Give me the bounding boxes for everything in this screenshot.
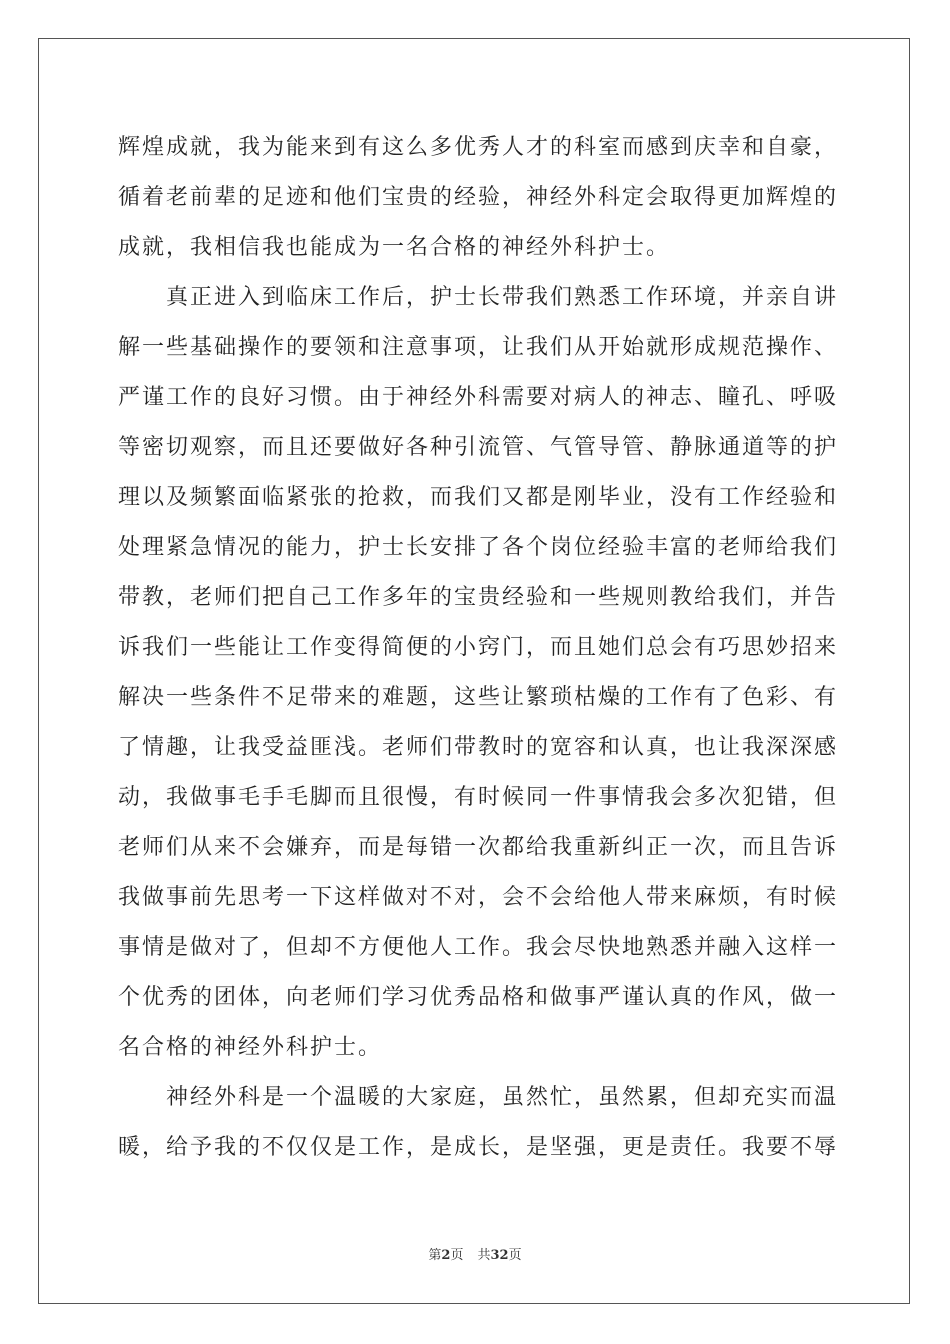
paragraph-1-line-3: 成就，我相信我也能成为一名合格的神经外科护士。 xyxy=(118,235,671,260)
paragraph-2-line-11: 动，我做事毛手毛脚而且很慢，有时候同一件事情我会多次犯错，但 xyxy=(118,785,839,810)
footer-total-suffix: 页 xyxy=(508,1248,522,1263)
page-border xyxy=(38,38,910,1304)
footer-page-suffix: 页 xyxy=(450,1248,464,1263)
page-footer xyxy=(0,1247,950,1265)
paragraph-3-line-2: 暖，给予我的不仅仅是工作，是成长，是坚强，更是责任。我要不辱 xyxy=(118,1135,839,1160)
paragraph-2-line-5: 理以及频繁面临紧张的抢救，而我们又都是刚毕业，没有工作经验和 xyxy=(118,485,839,510)
total-page-count: 32 xyxy=(490,1248,509,1263)
paragraph-2-line-3: 严谨工作的良好习惯。由于神经外科需要对病人的神志、瞳孔、呼吸 xyxy=(118,385,839,410)
paragraph-2-line-1: 真正进入到临床工作后，护士长带我们熟悉工作环境，并亲自讲 xyxy=(166,285,839,310)
paragraph-2-line-6: 处理紧急情况的能力，护士长安排了各个岗位经验丰富的老师给我们 xyxy=(118,535,839,560)
paragraph-2-line-7: 带教，老师们把自己工作多年的宝贵经验和一些规则教给我们，并告 xyxy=(118,585,839,610)
paragraph-3-line-1: 神经外科是一个温暖的大家庭，虽然忙，虽然累，但却充实而温 xyxy=(166,1085,839,1110)
paragraph-1-line-1: 辉煌成就，我为能来到有这么多优秀人才的科室而感到庆幸和自豪， xyxy=(118,135,839,160)
paragraph-2-line-10: 了情趣，让我受益匪浅。老师们带教时的宽容和认真，也让我深深感 xyxy=(118,735,839,760)
paragraph-2-line-16: 名合格的神经外科护士。 xyxy=(118,1035,383,1060)
paragraph-2-line-15: 个优秀的团体，向老师们学习优秀品格和做事严谨认真的作风，做一 xyxy=(118,985,839,1010)
footer-prefix: 第 xyxy=(428,1248,442,1263)
current-page-number: 2 xyxy=(441,1248,451,1263)
paragraph-2-line-14: 事情是做对了，但却不方便他人工作。我会尽快地熟悉并融入这样一 xyxy=(118,935,839,960)
paragraph-2-line-4: 等密切观察，而且还要做好各种引流管、气管导管、静脉通道等的护 xyxy=(118,435,839,460)
paragraph-2-line-9: 解决一些条件不足带来的难题，这些让繁琐枯燥的工作有了色彩、有 xyxy=(118,685,839,710)
paragraph-2-line-12: 老师们从来不会嫌弃，而是每错一次都给我重新纠正一次，而且告诉 xyxy=(118,835,839,860)
paragraph-1-line-2: 循着老前辈的足迹和他们宝贵的经验，神经外科定会取得更加辉煌的 xyxy=(118,185,839,210)
paragraph-2-line-2: 解一些基础操作的要领和注意事项，让我们从开始就形成规范操作、 xyxy=(118,335,839,360)
paragraph-2-line-8: 诉我们一些能让工作变得简便的小窍门，而且她们总会有巧思妙招来 xyxy=(118,635,839,660)
footer-total-prefix: 共 xyxy=(477,1248,491,1263)
paragraph-2-line-13: 我做事前先思考一下这样做对不对，会不会给他人带来麻烦，有时候 xyxy=(118,885,839,910)
